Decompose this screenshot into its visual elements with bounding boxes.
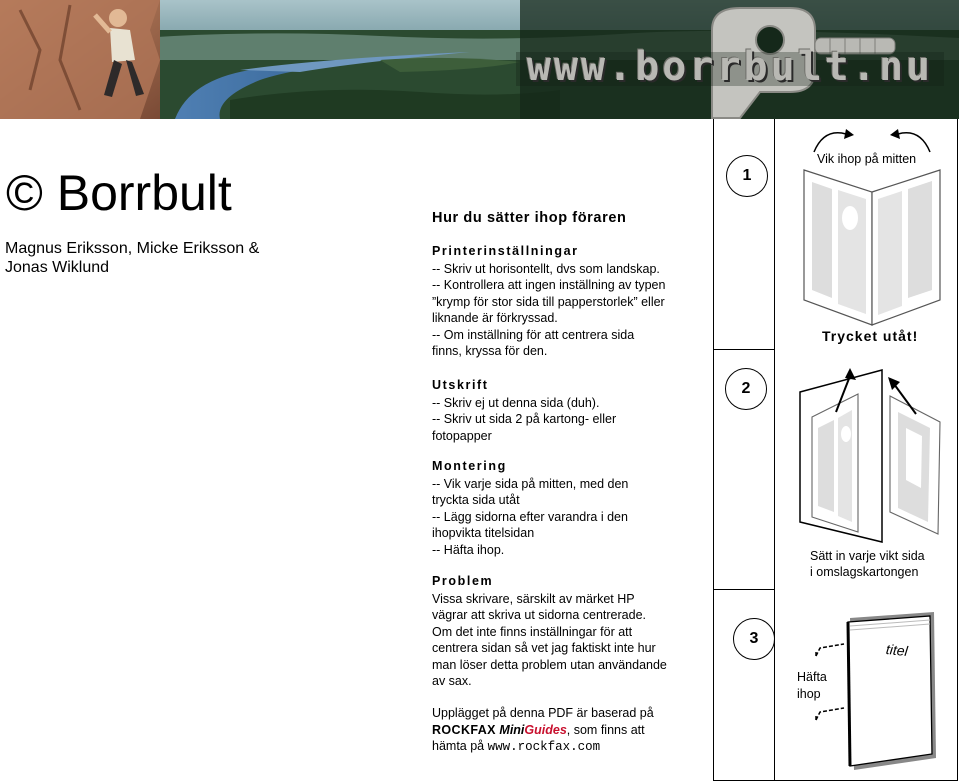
section-title: Printerinställningar (432, 244, 579, 258)
page-content (878, 191, 902, 315)
section-line: -- Kontrollera att ingen inställning av typen (432, 278, 666, 292)
miniguides-guides: Guides (524, 722, 567, 737)
section-line: -- Om inställning för att centrera sida (432, 327, 635, 342)
panel-divider (714, 349, 774, 350)
step-number-1: 1 (726, 155, 768, 197)
staple-instruction-line2: ihop (797, 687, 821, 701)
section-line: fotopapper (432, 428, 492, 443)
section-problem (432, 573, 712, 690)
section-line: av sax. (432, 674, 472, 688)
section-line: tryckta sida utåt (432, 493, 520, 507)
credits-note (432, 705, 712, 756)
page-content (908, 181, 932, 298)
section-printing (432, 377, 712, 444)
section-line: -- Häfta ihop. (432, 542, 505, 557)
section-line: Vissa skrivare, särskilt av märket HP (432, 591, 635, 606)
section-line: -- Lägg sidorna efter varandra i den (432, 509, 628, 524)
section-line: finns, kryssa för den. (432, 344, 548, 358)
arrowhead (890, 129, 900, 139)
site-logo-text: www.borrbult.nu (526, 44, 934, 90)
rockfax-link[interactable]: www.rockfax.com (487, 740, 601, 754)
header-banner (0, 0, 959, 119)
credits-line: Upplägget på denna PDF är baserad på (432, 706, 654, 720)
miniguides-mini: Mini (499, 722, 525, 737)
section-line: -- Vik varje sida på mitten, med den (432, 476, 629, 491)
page-content (906, 428, 922, 488)
section-title: Utskrift (432, 378, 489, 392)
printed-side-out-label: Trycket utåt! (822, 328, 919, 344)
page-content (842, 206, 858, 230)
section-line: -- Skriv ej ut denna sida (duh). (432, 395, 600, 410)
booklet-cover (848, 616, 932, 766)
fold-arrow-left (814, 133, 846, 152)
section-line: ihopvikta titelsidan (432, 526, 535, 540)
section-line: -- Skriv ut sida 2 på kartong- eller (432, 412, 617, 426)
fold-in-middle-label: Vik ihop på mitten (817, 152, 917, 166)
staple-top (816, 644, 844, 656)
arrowhead (845, 368, 856, 380)
section-line: centrera sidan så vet jag faktiskt inte hur (432, 641, 656, 655)
booklet-spine (848, 622, 850, 766)
panel-divider (714, 589, 774, 590)
section-title: Montering (432, 459, 507, 473)
section-line: ”krymp för stor sida till papperstorlek” eller (432, 294, 665, 309)
credits-text: hämta på (432, 739, 485, 753)
insert-diagram (790, 362, 950, 547)
cover-title-label: titel (885, 640, 909, 660)
page-content (818, 420, 834, 512)
staple-diagram (814, 608, 940, 778)
section-line: Om det inte finns inställningar för att (432, 624, 633, 639)
insert-instruction-line2: i omslagskartongen (810, 565, 919, 579)
staple-bottom (816, 708, 844, 720)
step-number-3: 3 (733, 618, 775, 660)
rockfax-brand: ROCKFAX (432, 722, 496, 737)
section-title: Problem (432, 574, 494, 588)
section-line: -- Skriv ut horisontellt, dvs som landskap. (432, 261, 660, 276)
section-line: vägrar att skriva ut sidorna centrerade. (432, 608, 646, 622)
document-authors: Magnus Eriksson, Micke Eriksson & Jonas Wiklund (5, 240, 260, 276)
step-number-2: 2 (725, 368, 767, 410)
fold-arrow-right (898, 133, 930, 152)
insert-instruction-line1: Sätt in varje vikt sida (810, 549, 925, 563)
arrowhead (844, 129, 854, 139)
credits-line (432, 722, 712, 739)
staple-instruction-line1: Häfta (797, 670, 827, 684)
section-line: man löser detta problem utan användande (432, 657, 667, 672)
page-content (812, 182, 832, 298)
document-title: © Borrbult (6, 165, 232, 221)
section-printer-settings (432, 243, 712, 360)
section-assembly (432, 458, 712, 558)
section-line: liknande är förkryssad. (432, 311, 558, 325)
credits-text: , som finns att (566, 722, 645, 737)
page-content (841, 426, 851, 442)
credits-line (432, 738, 712, 756)
instructions-heading: Hur du sätter ihop föraren (432, 210, 627, 226)
